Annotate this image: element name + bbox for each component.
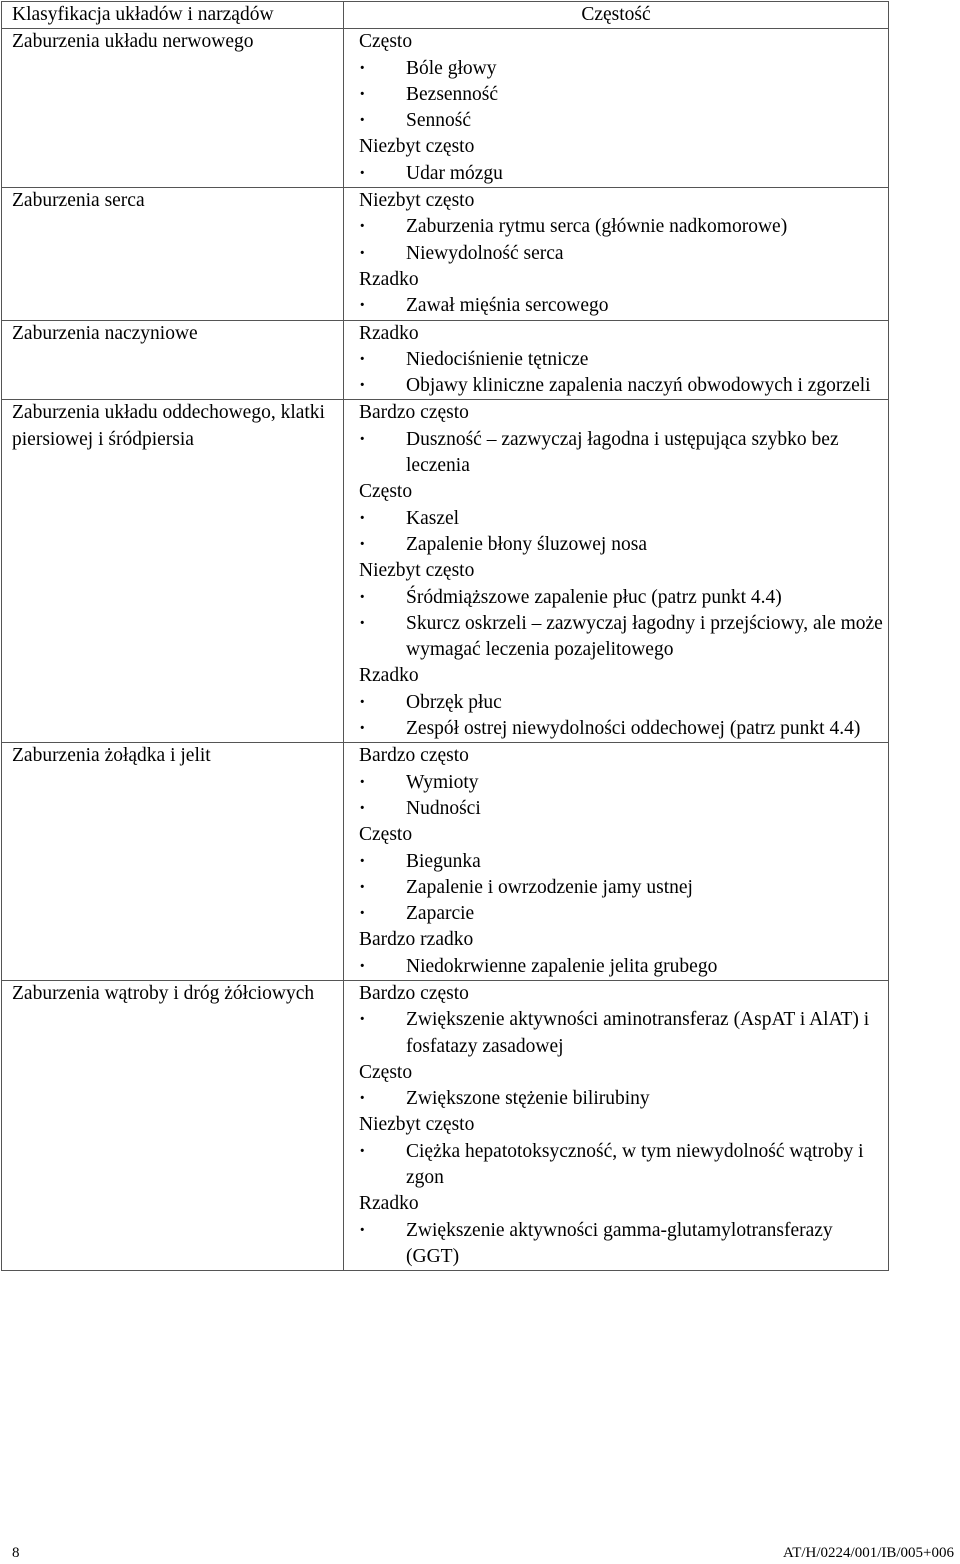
frequency-level: Niezbyt często <box>359 190 475 212</box>
adverse-reaction-item <box>359 161 888 187</box>
adverse-reaction-item <box>359 373 888 399</box>
frequency-level: Rzadko <box>359 665 419 687</box>
organ-class-cell: Zaburzenia wątroby i dróg żółciowych <box>2 980 344 1270</box>
adverse-reaction-item <box>359 1007 888 1060</box>
header-class-cell: Klasyfikacja układów i narządów <box>2 2 344 29</box>
frequency-level: Często <box>359 1061 413 1083</box>
adverse-reaction-text: · Bezsenność <box>406 83 499 105</box>
frequency-cell <box>344 400 889 743</box>
organ-class-cell: Zaburzenia serca <box>2 188 344 320</box>
document-code: AT/H/0224/001/IB/005+006 <box>783 1545 954 1561</box>
adverse-reaction-text: · Duszność – zazwyczaj łagodna i ustępująca szybko bez leczenia <box>406 428 839 477</box>
adverse-reaction-text: · Obrzęk płuc <box>406 691 502 713</box>
adverse-reaction-text: · Zwiększenie aktywności gamma-glutamylotransferazy (GGT) <box>406 1219 833 1267</box>
adverse-reaction-item <box>359 1139 888 1192</box>
adverse-reaction-item <box>359 293 888 319</box>
adverse-reaction-item <box>359 849 888 875</box>
adverse-reaction-item <box>359 1218 888 1271</box>
frequency-level: Często <box>359 31 413 53</box>
organ-class-cell: Zaburzenia układu nerwowego <box>2 29 344 188</box>
adverse-reaction-item <box>359 875 888 901</box>
adverse-reaction-item <box>359 796 888 822</box>
adverse-reaction-text: · Ciężka hepatotoksyczność, w tym niewydolność wątroby i zgon <box>406 1140 864 1189</box>
frequency-level: Bardzo często <box>359 982 469 1004</box>
adverse-reaction-item <box>359 585 888 611</box>
table-header-row <box>2 2 889 29</box>
adverse-reaction-text: · Zapalenie błony śluzowej nosa <box>406 533 647 555</box>
adverse-reaction-item <box>359 716 888 742</box>
adverse-reaction-item <box>359 82 888 108</box>
adverse-reaction-item <box>359 901 888 927</box>
frequency-level: Rzadko <box>359 1193 419 1215</box>
frequency-cell <box>344 188 889 320</box>
adverse-reaction-text: · Udar mózgu <box>406 162 503 184</box>
frequency-level: Bardzo często <box>359 402 469 424</box>
table-row <box>2 29 889 188</box>
frequency-level: Niezbyt często <box>359 1114 475 1136</box>
adverse-reaction-text: · Niedokrwienne zapalenie jelita grubego <box>406 955 718 977</box>
adverse-reaction-text: · Biegunka <box>406 850 481 872</box>
frequency-level: Niezbyt często <box>359 136 475 158</box>
page-number: 8 <box>12 1545 20 1561</box>
adverse-reaction-text: · Nudności <box>406 797 481 819</box>
frequency-level: Często <box>359 824 413 846</box>
adverse-reaction-item <box>359 214 888 240</box>
frequency-cell <box>344 743 889 981</box>
adverse-reaction-item <box>359 108 888 134</box>
frequency-cell <box>344 320 889 400</box>
organ-class-cell: Zaburzenia naczyniowe <box>2 320 344 400</box>
adverse-reaction-text: · Zwiększone stężenie bilirubiny <box>406 1088 650 1110</box>
organ-class-cell: Zaburzenia żołądka i jelit <box>2 743 344 981</box>
adverse-reaction-text: · Zawał mięśnia sercowego <box>406 295 609 317</box>
adverse-reaction-text: · Śródmiąższowe zapalenie płuc (patrz punkt 4.4) <box>406 586 782 608</box>
frequency-cell <box>344 980 889 1270</box>
adverse-reactions-table <box>1 1 889 1271</box>
adverse-reaction-item <box>359 56 888 82</box>
adverse-reaction-text: · Skurcz oskrzeli – zazwyczaj łagodny i przejściowy, ale może wymagać leczenia pozajelitowego <box>406 612 883 661</box>
adverse-reaction-text: · Objawy kliniczne zapalenia naczyń obwodowych i zgorzeli <box>406 375 871 397</box>
adverse-reaction-item <box>359 954 888 980</box>
frequency-level: Bardzo często <box>359 745 469 767</box>
adverse-reaction-item <box>359 532 888 558</box>
adverse-reaction-item <box>359 427 888 480</box>
frequency-level: Rzadko <box>359 268 419 290</box>
adverse-reaction-text: · Niewydolność serca <box>406 242 564 264</box>
adverse-reaction-text: · Zespół ostrej niewydolności oddechowej (patrz punkt 4.4) <box>406 718 861 740</box>
table-row <box>2 320 889 400</box>
frequency-level: Bardzo rzadko <box>359 929 474 951</box>
frequency-cell <box>344 29 889 188</box>
frequency-level: Niezbyt często <box>359 560 475 582</box>
table-row <box>2 980 889 1270</box>
adverse-reaction-item <box>359 690 888 716</box>
adverse-reaction-text: · Zaburzenia rytmu serca (głównie nadkomorowe) <box>406 216 788 238</box>
adverse-reaction-item <box>359 241 888 267</box>
adverse-reaction-text: · Niedociśnienie tętnicze <box>406 348 589 370</box>
adverse-reaction-text: · Zapalenie i owrzodzenie jamy ustnej <box>406 876 693 898</box>
organ-class-cell: Zaburzenia układu oddechowego, klatki piersiowej i śródpiersia <box>2 400 344 743</box>
adverse-reaction-text: · Bóle głowy <box>406 57 497 79</box>
table-body <box>2 2 889 1271</box>
table-row <box>2 400 889 743</box>
adverse-reaction-text: · Senność <box>406 110 471 132</box>
table-row <box>2 188 889 320</box>
adverse-reaction-text: · Zaparcie <box>406 903 475 925</box>
adverse-reaction-item <box>359 1086 888 1112</box>
table-row <box>2 743 889 981</box>
adverse-reaction-item <box>359 347 888 373</box>
adverse-reaction-text: · Wymioty <box>406 771 479 793</box>
frequency-level: Rzadko <box>359 322 419 344</box>
adverse-reaction-text: · Kaszel <box>406 507 460 529</box>
header-frequency-cell: Częstość <box>344 2 889 29</box>
adverse-reaction-item <box>359 770 888 796</box>
frequency-level: Często <box>359 481 413 503</box>
adverse-reaction-item <box>359 611 888 664</box>
adverse-reaction-item <box>359 506 888 532</box>
adverse-reaction-text: · Zwiększenie aktywności aminotransferaz (AspAT i AlAT) i fosfatazy zasadowej <box>406 1009 870 1057</box>
